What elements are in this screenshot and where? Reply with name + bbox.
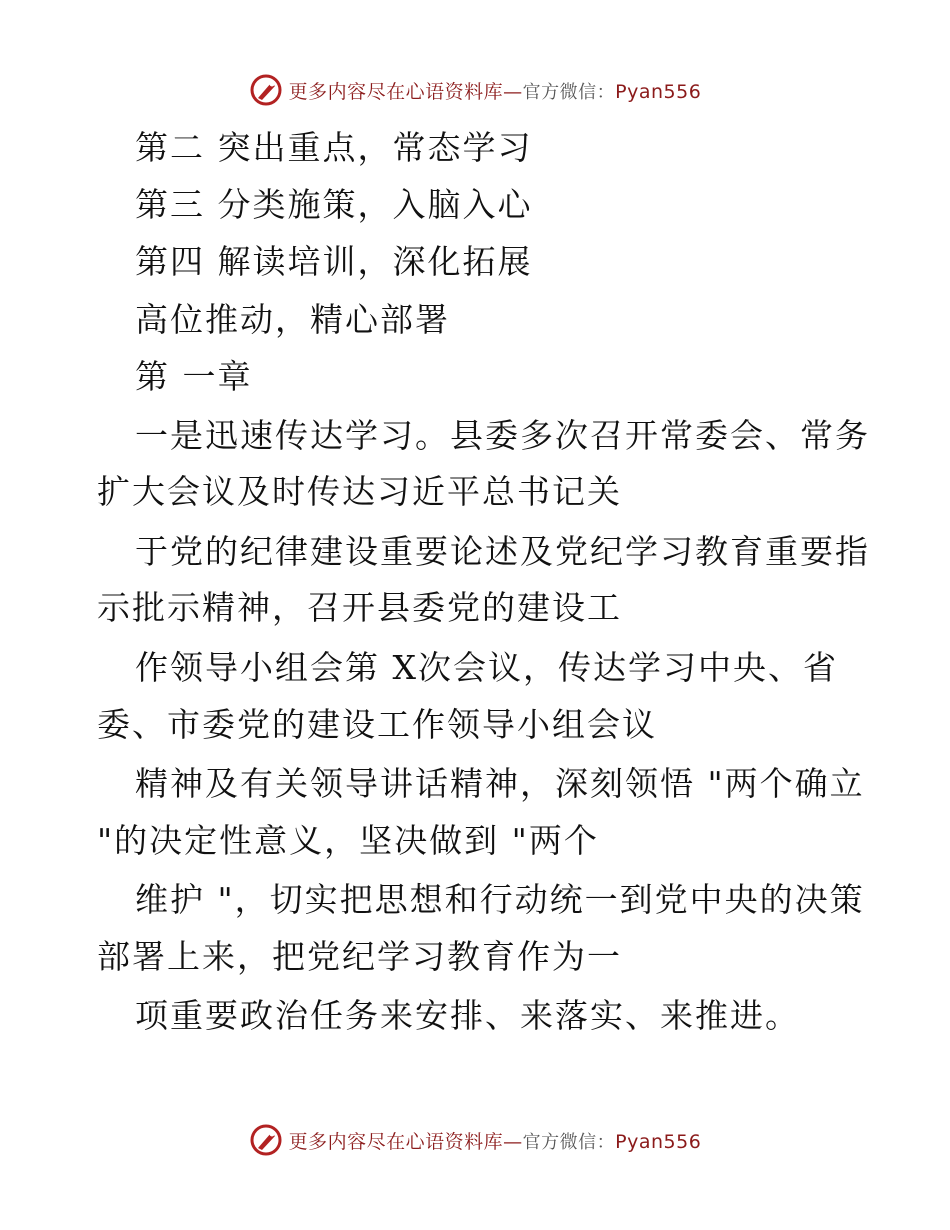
header-banner	[0, 70, 950, 110]
doc-line: 于党的纪律建设重要论述及党纪学习教育重要指	[135, 532, 870, 571]
doc-line: 第三 分类施策，入脑入心	[135, 185, 533, 224]
doc-line: 项重要政治任务来安排、来落实、来推进。	[135, 996, 800, 1035]
pen-logo-icon	[249, 1123, 283, 1157]
banner-wechat-id: Pyan556	[615, 80, 702, 103]
doc-line: "的决定性意义，坚决做到 "两个	[97, 821, 599, 860]
doc-line: 一是迅速传达学习。县委多次召开常委会、常务	[135, 416, 870, 455]
banner-main-text: 更多内容尽在心语资料库	[288, 80, 504, 103]
doc-line: 委、市委党的建设工作领导小组会议	[97, 705, 657, 744]
doc-line: 维护 "，切实把思想和行动统一到党中央的决策	[135, 880, 865, 919]
doc-line: 高位推动，精心部署	[135, 300, 450, 339]
doc-line: 第四 解读培训，深化拓展	[135, 242, 533, 281]
doc-line: 第二 突出重点，常态学习	[135, 128, 533, 167]
pen-logo-icon	[249, 73, 283, 107]
banner-label: 官方微信：	[522, 1131, 616, 1153]
banner-main-text: 更多内容尽在心语资料库	[288, 1130, 504, 1153]
doc-line: 第 一章	[135, 357, 253, 396]
banner-text	[289, 77, 702, 104]
doc-line: 部署上来，把党纪学习教育作为一	[97, 937, 622, 976]
doc-line: 精神及有关领导讲话精神，深刻领悟 "两个确立	[135, 764, 865, 803]
banner-dash: —	[503, 1130, 523, 1153]
doc-line: 作领导小组会第 X次会议，传达学习中央、省	[135, 648, 838, 687]
doc-line: 扩大会议及时传达习近平总书记关	[97, 472, 622, 511]
banner-dash: —	[503, 80, 523, 103]
footer-banner	[0, 1120, 950, 1160]
banner-label: 官方微信：	[522, 81, 616, 103]
doc-line: 示批示精神，召开县委党的建设工	[97, 588, 622, 627]
banner-text	[289, 1127, 702, 1154]
banner-wechat-id: Pyan556	[615, 1130, 702, 1153]
